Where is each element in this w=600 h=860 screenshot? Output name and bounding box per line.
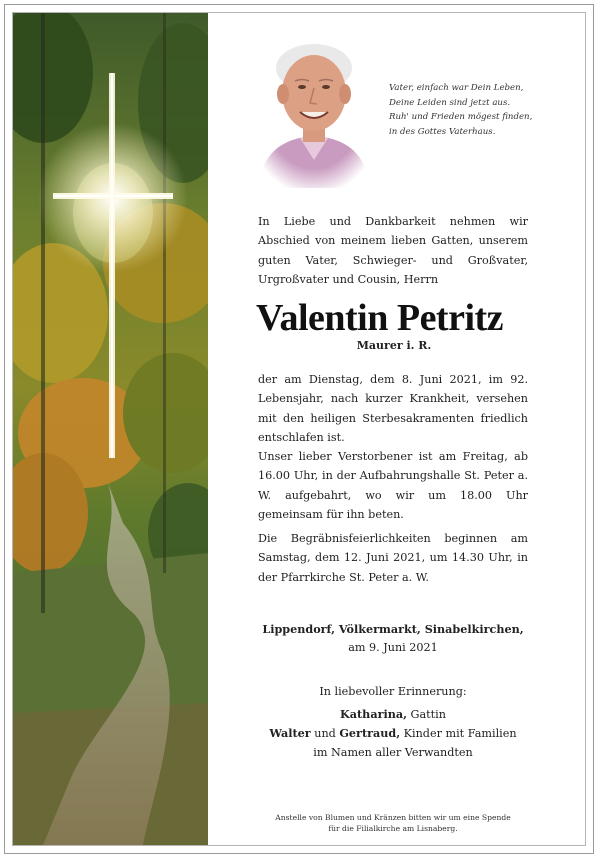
donation-note-line: für die Filialkirche am Lisnaberg. [328,824,458,833]
poem-line: Ruh' und Frieden mögest finden, [389,112,533,122]
children-relation: Kinder mit Familien [400,727,517,740]
memorial-poem [389,81,559,139]
family-line-relatives: im Namen aller Verwandten [313,746,473,759]
poem-line: Deine Leiden sind jetzt aus. [389,97,511,108]
place-line: Lippendorf, Völkermarkt, Sinabelkirchen, [262,622,524,636]
deceased-name: Valentin Petritz [256,297,504,339]
family-line-children [258,726,528,740]
child-name: Gertraud, [339,726,401,740]
passing-paragraph: der am Dienstag, dem 8. Juni 2021, im 92. Lebensjahr, nach kurzer Krankheit, versehen mit den heiligen Sterbesakramenten friedlich entschlafen ist. [258,373,528,444]
forest-cross-photo [13,13,208,845]
spouse-relation: Gattin [407,708,446,721]
viewing-paragraph: Unser lieber Verstorbener ist am Freitag, ab 16.00 Uhr, in der Aufbahrungshalle St. Peter a. W. aufgebahrt, wo wir um 18.00 Uhr gemeinsam für ihn beten. [258,450,528,521]
intro-paragraph: In Liebe und Dankbarkeit nehmen wir Abschied von meinem lieben Gatten, unserem guten Vater, Schwieger- und Großvater, Urgroßvater und Cousin, Herrn [258,215,528,286]
conjunction: und [310,727,340,740]
poem-line: Vater, einfach war Dein Leben, [389,83,524,93]
spouse-name: Katharina, [340,707,407,721]
portrait-photo [255,38,373,188]
child-name: Walter [269,726,311,740]
date-line: am 9. Juni 2021 [348,641,438,654]
deceased-profession: Maurer i. R. [356,339,432,352]
family-line-spouse [258,707,528,721]
memorial-heading: In liebevoller Erinnerung: [319,685,467,698]
poem-line: in des Gottes Vaterhaus. [389,126,496,137]
funeral-paragraph: Die Begräbnisfeierlichkeiten beginnen am Samstag, dem 12. Juni 2021, um 14.30 Uhr, in der Pfarrkirche St. Peter a. W. [258,532,528,584]
donation-note [248,812,538,834]
donation-note-line: Anstelle von Blumen und Kränzen bitten wir um eine Spende [275,813,511,822]
